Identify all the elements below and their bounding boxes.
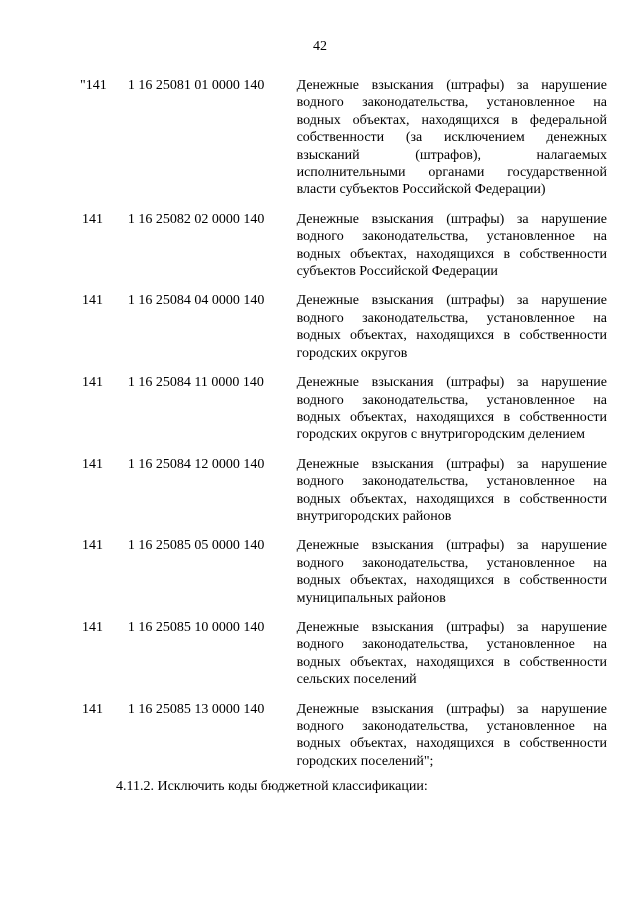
admin-code: 141 bbox=[82, 293, 103, 309]
budget-code: 1 16 25085 13 0000 140 bbox=[127, 701, 265, 717]
table-row bbox=[82, 374, 607, 444]
code-description: Денежные взыскания (штрафы) за нарушение водного законодательства, установленное на водных объектах, находящихся в собственности городских округов с внутригородским делением bbox=[296, 375, 607, 443]
code-description: Денежные взыскания (штрафы) за нарушение водного законодательства, установленное на водных объектах, находящихся в собственности городских округов bbox=[296, 293, 607, 361]
table-row bbox=[82, 77, 607, 199]
budget-code: 1 16 25084 12 0000 140 bbox=[127, 456, 265, 472]
budget-code: 1 16 25085 10 0000 140 bbox=[127, 619, 265, 635]
admin-code: 141 bbox=[82, 538, 103, 554]
budget-code: 1 16 25085 05 0000 140 bbox=[127, 538, 265, 554]
table-row bbox=[82, 701, 607, 771]
budget-code: 1 16 25081 01 0000 140 bbox=[127, 78, 265, 93]
code-description: Денежные взыскания (штрафы) за нарушение водного законодательства, установленное на водных объектах, находящихся в собственности городских поселений"; bbox=[296, 701, 607, 769]
code-description: Денежные взыскания (штрафы) за нарушение водного законодательства, установленное на водных объектах, находящихся в собственности субъектов Российской Федерации bbox=[296, 211, 607, 280]
budget-codes-table bbox=[82, 77, 607, 782]
code-description: Денежные взыскания (штрафы) за нарушение водного законодательства, установленное на водных объектах, находящихся в собственности внутригородских районов bbox=[296, 456, 607, 524]
code-description: Денежные взыскания (штрафы) за нарушение водного законодательства, установленное на водных объектах, находящихся в собственности муниципальных районов bbox=[296, 538, 607, 606]
admin-code: 141 bbox=[82, 211, 103, 227]
admin-code: "141 bbox=[80, 78, 107, 93]
code-description: Денежные взыскания (штрафы) за нарушение водного законодательства, установленное на водных объектах, находящихся в федеральной собственности (за исключением денежных взысканий (штрафов), налагаемых исполнительными органами государственной власти субъектов Российской Федерации) bbox=[296, 78, 607, 198]
admin-code: 141 bbox=[82, 701, 103, 717]
budget-code: 1 16 25084 04 0000 140 bbox=[127, 293, 265, 309]
budget-code: 1 16 25082 02 0000 140 bbox=[127, 211, 265, 227]
page-number: 42 bbox=[313, 39, 327, 54]
table-row bbox=[82, 456, 607, 526]
code-description: Денежные взыскания (штрафы) за нарушение водного законодательства, установленное на водных объектах, находящихся в собственности сельских поселений bbox=[296, 619, 607, 688]
budget-code: 1 16 25084 11 0000 140 bbox=[127, 375, 264, 391]
admin-code: 141 bbox=[82, 619, 103, 635]
table-row bbox=[82, 292, 607, 362]
table-row bbox=[82, 211, 607, 281]
section-instruction: 4.11.2. Исключить коды бюджетной классификации: bbox=[116, 779, 428, 794]
admin-code: 141 bbox=[82, 456, 103, 472]
admin-code: 141 bbox=[82, 375, 103, 391]
table-row bbox=[82, 537, 607, 607]
table-row bbox=[82, 619, 607, 689]
